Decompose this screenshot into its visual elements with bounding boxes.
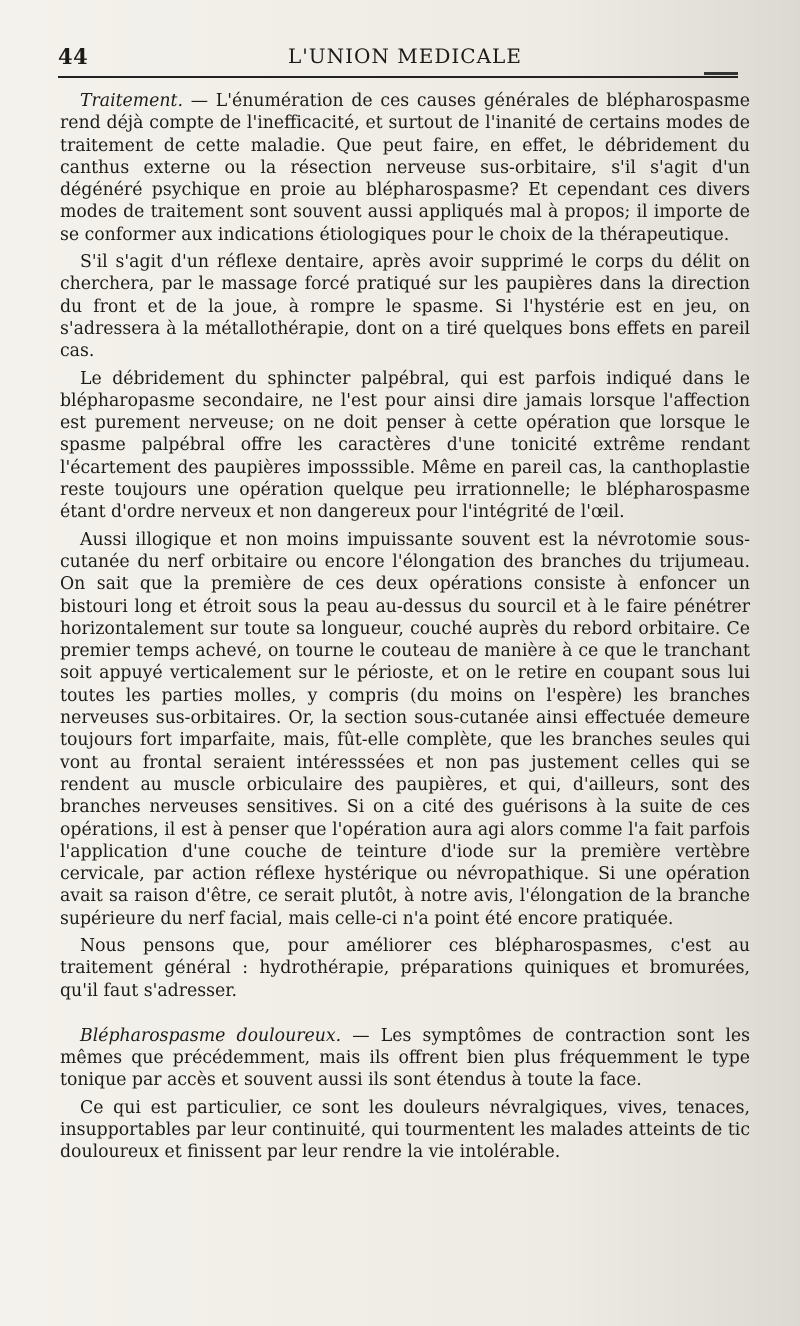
paragraph-douleurs: [60, 1097, 750, 1164]
paragraph-traitement: [60, 90, 750, 246]
paragraph-text: — Les symptômes de contraction sont les mêmes que précédemment, mais ils offrent bien plus fréquemment le type tonique par accès et souvent aussi ils sont étendus à toute la face.: [60, 1025, 750, 1091]
paragraph-text: Ce qui est particulier, ce sont les douleurs névralgiques, vives, tenaces, insupportables par leur continuité, qui tourmentent les malades atteints de tic douloureux et finissent par leur rendre la vie intolérable.: [60, 1097, 750, 1163]
paragraph-text: Aussi illogique et non moins impuissante souvent est la névrotomie sous-cutanée du nerf orbitaire ou encore l'élongation des branches du trijumeau. On sait que la première de ces deux opérations consiste à enfoncer un bistouri long et étroit sous la peau au-dessus du sourcil et à le faire pénétrer horizontalement sur toute sa longueur, couché auprès du rebord orbitaire. Ce premier temps achevé, on tourne le couteau de manière à ce que le tranchant soit appuyé verticalement sur le périoste, et on le retire en coupant sous lui toutes les parties molles, y compris (du moins on l'espère) les branches nerveuses sus-orbitaires. Or, la section sous-cutanée ainsi effectuée demeure toujours fort imparfaite, mais, fût-elle complète, que les branches seules qui vont au frontal seraient intéresssées et non pas justement celles qui se rendent au muscle orbiculaire des paupières, et qui, d'ailleurs, sont des branches nerveuses sensitives. Si on a cité des guérisons à la suite de ces opérations, il est à penser que l'opération aura agi alors comme l'a fait parfois l'application d'une couche de teinture d'iode sur la première vertèbre cervicale, par action réflexe hystérique ou névropathique. Si une opération avait sa raison d'être, ce serait plutôt, à notre avis, l'élongation de la branche supérieure du nerf facial, mais celle-ci n'a point été encore pratiquée.: [60, 529, 750, 929]
page-number: 44: [58, 44, 89, 69]
body-text: [60, 90, 750, 1169]
running-title: L'UNION MEDICALE: [288, 44, 522, 68]
paragraph-traitement-general: [60, 935, 750, 1002]
paragraph-reflexe-dentaire: [60, 251, 750, 362]
paragraph-text: Nous pensons que, pour améliorer ces blépharospasmes, c'est au traitement général : hydrothérapie, préparations quiniques et bromurées, qu'il faut s'adresser.: [60, 935, 750, 1001]
paragraph-text: — L'énumération de ces causes générales de blépharospasme rend déjà compte de l'inefficacité, et surtout de l'inanité de certains modes de traitement de cette maladie. Que peut faire, en effet, le débridement du canthus externe ou la résection nerveuse sus-orbitaire, s'il s'agit d'un dégénéré psychique en proie au blépharospasme? Et cependant ces divers modes de traitement sont souvent aussi appliqués mal à propos; il importe de se conformer aux indications étiologiques pour le choix de la thérapeutique.: [60, 91, 750, 245]
page-header: [58, 44, 740, 70]
header-rule: [58, 76, 738, 78]
paragraph-text: Le débridement du sphincter palpébral, qui est parfois indiqué dans le blépharopasme secondaire, ne l'est pour ainsi dire jamais lorsque l'affection est purement nerveuse; on ne doit penser à cette opération que lorsque le spasme palpébral offre les caractères d'une tonicité extrême rendant l'écartement des paupières imposssible. Même en pareil cas, la canthoplastie reste toujours une opération quelque peu irrationnelle; le blépharospasme étant d'ordre nerveux et non dangereux pour l'intégrité de l'œil.: [60, 368, 750, 523]
paragraph-text: S'il s'agit d'un réflexe dentaire, après avoir supprimé le corps du délit on cherchera, par le massage forcé pratiqué sur les paupières dans la direction du front et de la joue, à rompre le spasme. Si l'hystérie est en jeu, on s'adressera à la métallothérapie, dont on a tiré quelques bons effets en pareil cas.: [60, 252, 750, 362]
paragraph-blepharospasme-douloureux: [60, 1025, 750, 1092]
header-rule-tick: [704, 72, 738, 75]
section-spacer: [60, 1009, 750, 1025]
paragraph-debridement: [60, 368, 750, 524]
paragraph-lead-traitement: Traitement.: [80, 91, 183, 111]
paragraph-lead-douloureux: Blépharospasme douloureux.: [80, 1025, 342, 1046]
paragraph-nevrotomie: [60, 529, 750, 930]
